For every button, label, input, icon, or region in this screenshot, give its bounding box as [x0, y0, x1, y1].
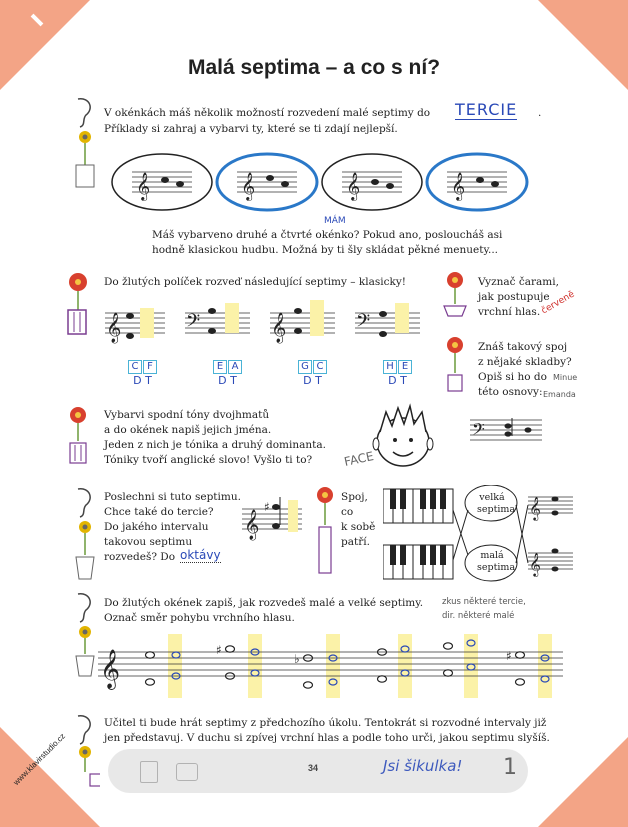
s1-ovals: [110, 150, 530, 220]
s5-line1: Spoj,: [341, 491, 368, 503]
s5-line4: patří.: [341, 536, 370, 548]
dt-label-2: D T: [218, 374, 237, 387]
s1-text-1: V okénkách máš několik možností rozvedení malé septimy do: [104, 107, 431, 119]
boy-face-icon: [368, 400, 438, 470]
s6-line1: Do žlutých okének zapiš, jak rozvedeš malé a velké septimy.: [104, 597, 424, 609]
side1-line2: jak postupuje: [478, 291, 550, 303]
box-4b[interactable]: E: [398, 360, 412, 374]
keyboard-2: [383, 545, 453, 579]
svg-text:♯: ♯: [506, 649, 512, 663]
oval-3: [322, 154, 422, 210]
side2-line2: z nějaké skladby?: [478, 356, 572, 368]
website-label: www.klavirstudio.cz: [11, 731, 68, 787]
s3-line3: Jeden z nich je tónika a druhý dominanta.: [104, 439, 326, 451]
s4-line4: takovou septimu: [104, 536, 193, 548]
s7-line2: jen představuj. V duchu si zpívej vrchní hlas a podle toho urči, jakou septimu slyšíš.: [104, 732, 550, 744]
side1-hand: červeně: [539, 289, 577, 317]
s1-period: .: [538, 107, 542, 119]
s3-line1: Vybarvi spodní tóny dvojhmatů: [104, 409, 270, 421]
s5-label2b: septima: [477, 562, 516, 573]
dt-box-1: [128, 360, 157, 387]
svg-text:𝄞: 𝄞: [106, 313, 122, 343]
page-number: 34: [308, 763, 319, 773]
flower-icon-3: [62, 405, 94, 465]
s5-line3: k sobě: [341, 521, 376, 533]
s1-handwritten-mam: MÁM: [324, 216, 346, 226]
s4-answer: oktávy: [180, 548, 221, 562]
svg-text:𝄞: 𝄞: [100, 649, 121, 689]
ear-flower-icon-2: [70, 485, 100, 585]
side2-line4: této osnovy:: [478, 386, 543, 398]
s6-hand2: dir. některé malé: [442, 611, 515, 621]
s2-staves: [100, 298, 430, 358]
s1-text-3: Máš vybarveno druhé a čtvrté okénko? Pokud ano, posloucháš asi: [152, 229, 503, 241]
svg-text:𝄞: 𝄞: [241, 172, 256, 200]
corner-tab-bottom-right: [538, 737, 628, 827]
svg-text:𝄞: 𝄞: [271, 313, 287, 343]
box-1b[interactable]: F: [143, 360, 157, 374]
s5-label1: [477, 492, 516, 516]
s4-line1: Poslechni si tuto septimu.: [104, 491, 241, 503]
oval-4: [427, 154, 527, 210]
flower-icon-5: [310, 485, 340, 585]
s6-hand1: zkus některé tercie,: [442, 597, 526, 607]
box-2b[interactable]: A: [228, 360, 242, 374]
s5-line2: co: [341, 506, 354, 518]
s3-answer: FACE: [342, 449, 375, 469]
dt-label-1: D T: [133, 374, 152, 387]
s4-line2: Chce také do tercie?: [104, 506, 214, 518]
dt-box-2: [213, 360, 242, 387]
svg-text:𝄢: 𝄢: [472, 419, 485, 443]
s5-label2a: malá: [480, 550, 504, 561]
dt-box-3: [298, 360, 327, 387]
s4-staff: [242, 495, 304, 545]
svg-text:𝄞: 𝄞: [346, 172, 361, 200]
s1-text-2: Příklady si zahraj a vybarvi ty, které se ti zdají nejlepší.: [104, 123, 398, 135]
svg-text:𝄞: 𝄞: [136, 172, 151, 200]
side2-line1: Znáš takový spoj: [478, 341, 568, 353]
s5-label2: [477, 550, 516, 574]
side2-staff: [470, 412, 545, 448]
dt-label-4: D T: [388, 374, 407, 387]
dt-box-4: [383, 360, 412, 387]
s3-line4: Tóniky tvoří anglické slovo! Vyšlo ti to?: [104, 454, 313, 466]
oval-1: [112, 154, 212, 210]
svg-text:♯: ♯: [216, 643, 222, 657]
page-toolbar: [108, 749, 528, 793]
svg-text:𝄞: 𝄞: [529, 552, 541, 576]
s1-answer: TERCIE: [455, 100, 518, 119]
box-3a[interactable]: G: [298, 360, 312, 374]
page-title: Malá septima – a co s ní?: [187, 56, 441, 79]
dt-label-3: D T: [303, 374, 322, 387]
box-2a[interactable]: E: [213, 360, 227, 374]
flower-icon-side-1: [440, 270, 470, 320]
ear-flower-icon: [70, 95, 100, 190]
svg-text:♯: ♯: [264, 500, 270, 514]
s4-line3: Do jakého intervalu: [104, 521, 209, 533]
s1-text-4: hodně klasickou hudbu. Možná by ti šly skládat pěkné menuety...: [152, 244, 499, 256]
box-3b[interactable]: C: [313, 360, 327, 374]
s2-text: Do žlutých políček rozveď následující septimy – klasicky!: [104, 276, 406, 288]
side1-line3: vrchní hlas.: [478, 306, 541, 318]
s5-label1a: velká: [479, 492, 505, 503]
side2-hand2: Emanda: [543, 390, 576, 399]
svg-text:𝄢: 𝄢: [356, 311, 371, 336]
s5-label1b: septima: [477, 504, 516, 515]
flower-icon-side-2: [440, 335, 470, 395]
ear-flower-icon-3: [70, 590, 100, 680]
s7-line1: Učitel ti bude hrát septimy z předchozího úkolu. Tentokrát si rozvodné intervaly již: [104, 717, 547, 729]
svg-text:𝄞: 𝄞: [244, 510, 260, 540]
box-4a[interactable]: H: [383, 360, 397, 374]
s6-long-staff: [98, 632, 568, 704]
s3-line2: a do okének napiš jejich jména.: [104, 424, 272, 436]
ear-flower-icon-4: [70, 712, 100, 792]
s6-line2: Označ směr pohybu vrchního hlasu.: [104, 612, 295, 624]
oval-2: [217, 154, 317, 210]
box-1a[interactable]: C: [128, 360, 142, 374]
svg-text:𝄞: 𝄞: [529, 496, 541, 520]
svg-text:𝄞: 𝄞: [451, 172, 466, 200]
side2-hand1: Minue: [553, 373, 578, 382]
side1-line1: Vyznač čarami,: [478, 276, 559, 288]
save-icon[interactable]: [140, 761, 158, 783]
print-icon[interactable]: [176, 763, 198, 781]
svg-text:♭: ♭: [294, 652, 300, 666]
svg-text:𝄢: 𝄢: [186, 311, 201, 336]
signature-text: Jsi šikulka!: [383, 757, 463, 775]
keyboard-1: [383, 489, 453, 523]
flower-icon: [62, 270, 94, 340]
grade-mark: 1: [503, 755, 517, 780]
s4-line5: rozvedeš? Do: [104, 551, 176, 563]
side2-line3: Opiš si ho do: [478, 371, 547, 383]
